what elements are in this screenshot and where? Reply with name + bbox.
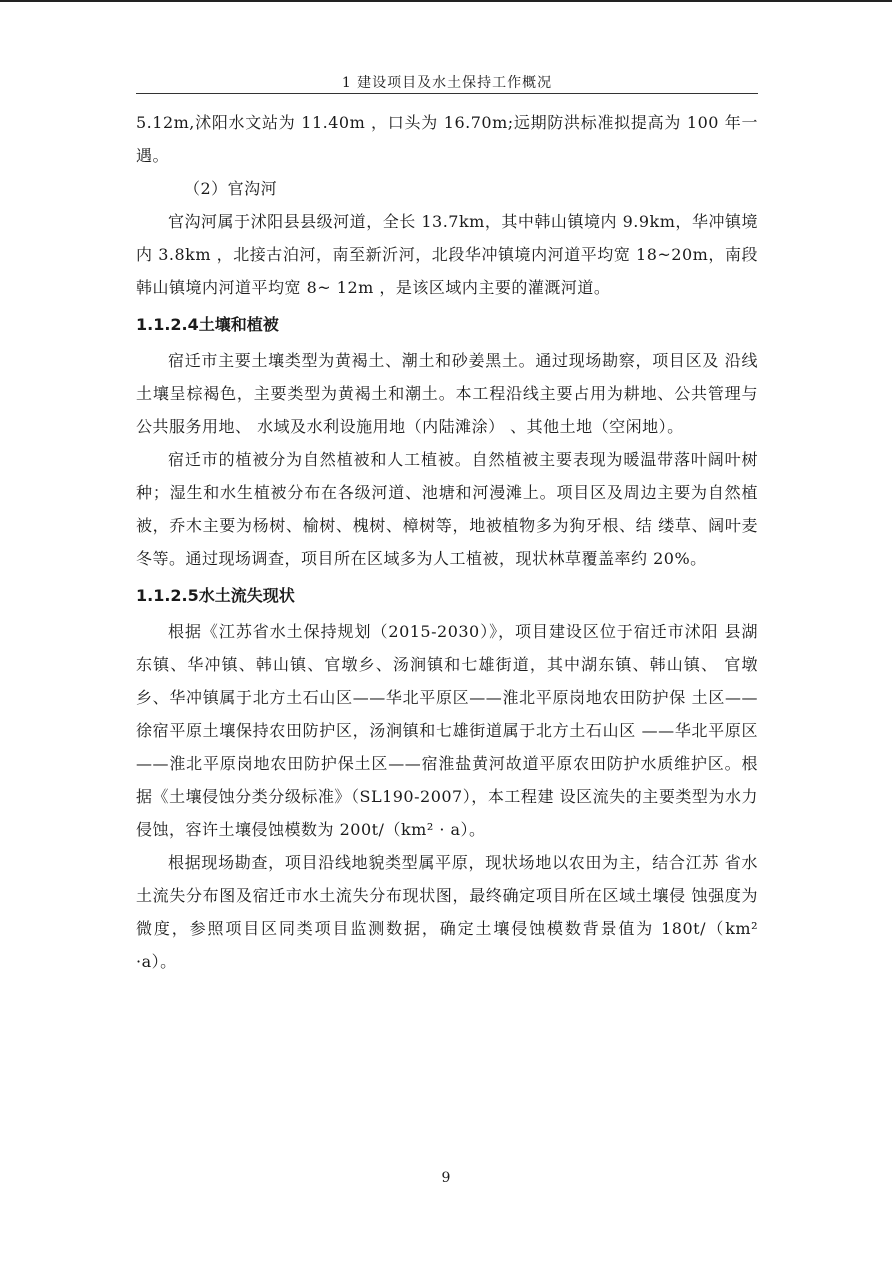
list-item-guangouhe: （2）官沟河 xyxy=(184,179,278,198)
header-rule xyxy=(136,93,758,94)
paragraph-vegetation: 宿迁市的植被分为自然植被和人工植被。自然植被主要表现为暖温带落叶阔叶树种；湿生和水生植被分布在各级河道、池塘和河漫滩上。项目区及周边主要为自然植被，乔木主要为杨树、榆树、槐树、樟树等，地被植物多为狗牙根、结 缕草、阔叶麦冬等。通过现场调查，项目所在区域多为人工植被，现状林草覆盖率约 20%。 xyxy=(136,450,758,568)
page-top-border xyxy=(0,0,892,2)
paragraph-erosion-2: 根据现场勘查，项目沿线地貌类型属平原，现状场地以农田为主，结合江苏 省水土流失分布图及宿迁市水土流失分布现状图，最终确定项目所在区域土壤侵 蚀强度为微度，参照项目区同类项目监测数据，确定土壤侵蚀模数背景值为 180t/（km² ·a）。 xyxy=(136,853,758,971)
paragraph-soil: 宿迁市主要土壤类型为黄褐土、潮土和砂姜黑土。通过现场勘察，项目区及 沿线土壤呈棕褐色，主要类型为黄褐土和潮土。本工程沿线主要占用为耕地、公共管理与公共服务用地、 水域及水利设施用地（内陆滩涂） 、其他土地（空闲地）。 xyxy=(136,351,758,436)
paragraph-erosion-1: 根据《江苏省水土保持规划（2015-2030）》，项目建设区位于宿迁市沭阳 县湖东镇、华冲镇、韩山镇、官墩乡、汤涧镇和七雄街道，其中湖东镇、韩山镇、 官墩乡、华冲镇属于北方土石山区——华北平原区——淮北平原岗地农田防护保 土区——徐宿平原土壤保持农田防护区，汤涧镇和七雄街道属于北方土石山区 ——华北平原区——淮北平原岗地农田防护保土区——宿淮盐黄河故道平原农田防护水质维护区。根据《土壤侵蚀分类分级标准》（SL190-2007），本工程建 设区流失的主要类型为水力侵蚀，容许土壤侵蚀模数为 200t/（km² · a）。 xyxy=(136,622,758,839)
section-heading-soil-erosion: 1.1.2.5水土流失现状 xyxy=(136,586,295,605)
paragraph-guangouhe: 官沟河属于沭阳县县级河道，全长 13.7km，其中韩山镇境内 9.9km，华冲镇境内 3.8km ，北接古泊河，南至新沂河，北段华冲镇境内河道平均宽 18~20m，南段韩山镇境内河道平均宽 8~ 12m ，是该区域内主要的灌溉河道。 xyxy=(136,212,758,297)
page-number: 9 xyxy=(441,1170,451,1186)
running-header: 1 建设项目及水土保持工作概况 xyxy=(341,75,553,91)
paragraph-continuation: 5.12m,沭阳水文站为 11.40m ，口头为 16.70m;远期防洪标准拟提高为 100 年一遇。 xyxy=(136,113,758,165)
section-heading-soil-vegetation: 1.1.2.4土壤和植被 xyxy=(136,315,279,334)
page-content xyxy=(136,106,758,978)
